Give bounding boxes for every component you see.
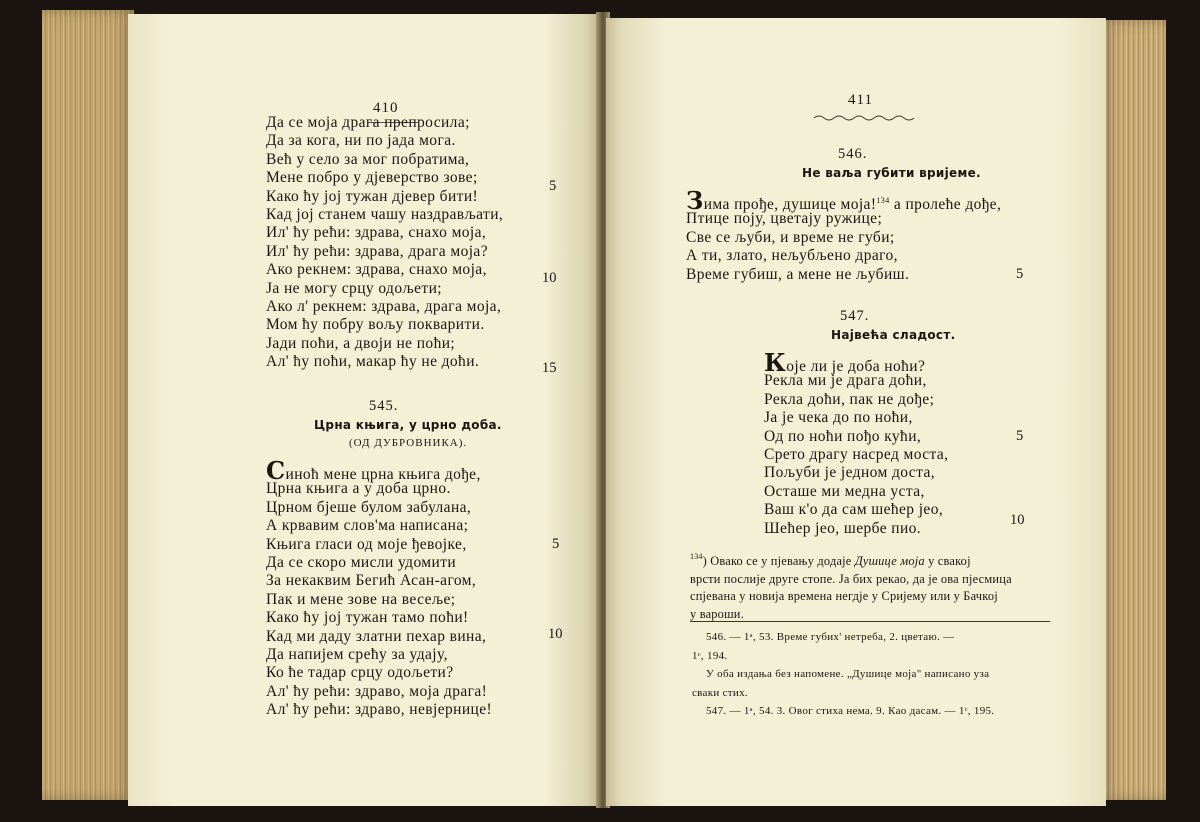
verse-line: Књига гласи од моје ђевојке, [266,535,467,553]
verse-line: Ако л' рекнем: здрава, драга моја, [266,297,502,315]
verse-line: Пак и мене зове на весеље; [266,590,456,608]
poem-number: 547. [840,308,870,324]
line-number: 5 [552,536,560,552]
line-number: 10 [548,626,563,642]
line-number: 5 [1016,428,1024,444]
header-flourish [814,114,914,122]
poem-title: Највећа сладост. [831,328,956,342]
poem-number: 545. [369,398,399,414]
right-page [606,18,1106,806]
verse-line: Све се љуби, и време не губи; [686,228,895,246]
critical-apparatus [692,628,995,721]
first-verse-line [266,456,492,485]
line-number: 15 [542,360,557,376]
verse-line: Јади поћи, а двоји не поћи; [266,334,456,352]
poem-title: Не ваља губити вријеме. [802,166,981,180]
verse-line: Птице поју, цветају ружице; [686,210,883,228]
verse-line: Ја је чека до по ноћи, [764,409,913,427]
line-number: 10 [542,270,557,286]
verse-line: Шећер јео, шербе пио. [764,519,922,537]
verse-line: Како ћу јој тужан дјевер бити! [266,187,479,205]
first-line-end: а пролеће дође, [893,196,1002,213]
poem-title: Црна књига, у црно доба. [314,418,502,432]
footnote-emphasis: Душице моја [854,554,925,568]
footnote-line: врсти послије друге стопе. Ја бих рекао, да је ова пјесмица [690,571,1012,586]
left-page [128,14,600,806]
footnote [690,548,1012,623]
page-number: 410 [373,100,399,116]
footnote-line: $^{134}$) Овако се у пјевању додаје Душице моја у свакој [690,552,971,568]
verse-line: Ваш к'о да сам шећер јео, [764,501,944,519]
verse-line: Ја не могу срцу одољети; [266,279,442,297]
poem-number: 546. [838,146,868,162]
first-line-rest: иноћ мене црна књига дође, [285,466,481,483]
verse-line: Ал' ћу рећи: здраво, моја драга! [266,682,488,700]
first-verse-line [686,186,1002,215]
apparatus-line: 547. — 1ᵃ, 54. 3. Овог стиха нема. 9. Као дасам. — 1ᶜ, 195. [706,705,995,717]
footnote-line: спјевана у новија времена негдје у Сријему или у Бачкој [690,589,998,603]
apparatus-line: У оба издања без напомене. „Душице моја" написано уза [706,668,990,680]
verse-line: Осташе ми медна уста, [764,482,925,500]
verse-line: Време губиш, а мене не љубиш. [686,265,910,283]
verse-line: Ко ће тадар срцу одољети? [266,664,454,682]
poem-545-verse [266,456,493,719]
drop-cap: С [266,456,286,485]
line-number: 10 [1010,512,1025,528]
left-page-edges [42,10,134,800]
verse-line: Да се скоро мисли удомити [266,553,457,571]
footnote-mark: 134 [690,552,703,561]
drop-cap: З [686,186,704,215]
verse-line: Како ћу јој тужан тамо поћи! [266,609,469,627]
line-number: 5 [549,178,557,194]
poem-547-verse [764,348,949,538]
apparatus-line: 546. — 1ᵃ, 53. Време губих' нетреба, 2. цветаю. — [706,631,955,643]
right-page-edges [1100,20,1166,800]
verse-line: Црном бјеше булом забулана, [266,498,472,516]
line-number: 5 [1016,266,1024,282]
footnote-mark: 134 [876,196,890,205]
continuation-verse [266,114,503,371]
verse-line: Да се моја драга препросила; [266,114,470,131]
page-number: 411 [848,92,873,108]
verse-line: Рекла ми је драга доћи, [764,372,927,390]
verse-line: Ил' ћу рећи: здрава, драга моја? [266,242,488,260]
verse-line: Кад ми даду златни пехар вина, [266,627,487,645]
verse-line: Ил' ћу рећи: здрава, снахо моја, [266,224,487,242]
verse-line: Пољуби је једном доста, [764,464,935,482]
verse-line: Мом ћу побру вољу покварити. [266,316,485,334]
verse-line: А крвавим слов'ма написана; [266,517,469,535]
verse-line: Срето драгу насред моста, [764,445,949,463]
verse-line: Већ у село за мог побратима, [266,150,470,168]
verse-line: Мене побро у дјеверство зове; [266,169,478,187]
verse-line: Од по ноћи пођо кући, [764,427,922,445]
drop-cap: К [764,348,787,377]
verse-line: Рекла доћи, пак не дође; [764,390,935,408]
first-line-rest: има прође, душице моја! [703,196,877,213]
verse-line: Кад јој станем чашу наздрављати, [266,205,504,223]
verse-line: А ти, злато, нељубљено драго, [686,247,898,265]
poem-subtitle: (ОД ДУБРОВНИКА). [349,437,468,449]
poem-546-verse [686,186,1002,284]
verse-line: Ал' ћу поћи, макар ћу не доћи. [266,353,480,371]
apparatus-line: 1ᶜ, 194. [692,649,728,662]
apparatus-rule [690,621,1050,622]
apparatus-line: сваки стих. [692,686,748,699]
verse-line: Да напијем срећу за удају, [266,645,448,663]
verse-line: Црна књига а у доба црно. [266,480,451,498]
first-line-rest: оје ли је доба ноћи? [786,358,926,375]
verse-line: Ако рекнем: здрава, снахо моја, [266,261,487,279]
first-verse-line [764,348,948,377]
verse-line: За некаквим Бегић Асан-агом, [266,572,477,590]
footnote-line: у вароши. [690,606,744,621]
verse-line: Ал' ћу рећи: здраво, невјернице! [266,701,493,719]
verse-line: Да за кога, ни по јада мога. [266,132,456,150]
